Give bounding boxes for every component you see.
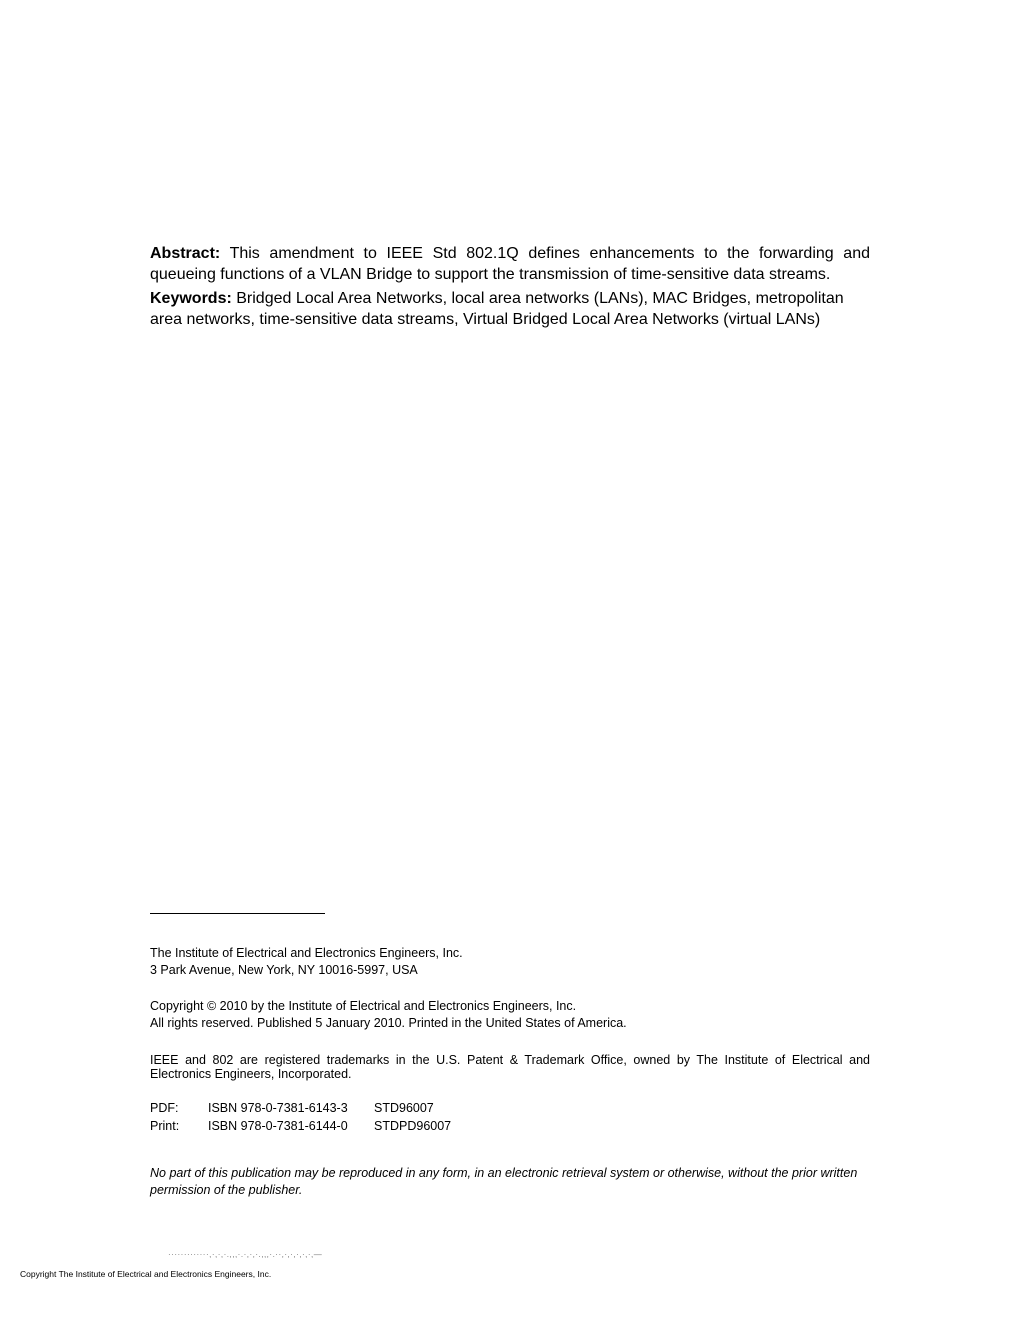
publisher-name: The Institute of Electrical and Electronics Engineers, Inc. <box>150 946 463 960</box>
isbn-format: Print: <box>150 1119 180 1133</box>
publisher-block <box>150 945 870 979</box>
rights-line: All rights reserved. Published 5 January 2010. Printed in the United States of America. <box>150 1016 627 1030</box>
isbn-row-print <box>150 1118 870 1136</box>
publisher-address: 3 Park Avenue, New York, NY 10016-5997, USA <box>150 963 418 977</box>
footnote-divider <box>150 913 325 914</box>
isbn-format: PDF: <box>150 1101 179 1115</box>
abstract-text: This amendment to IEEE Std 802.1Q defines enhancements to the forwarding and queueing functions of a VLAN Bridge to support the transmission of time-sensitive data streams. <box>150 245 870 283</box>
keywords-text: Bridged Local Area Networks, local area networks (LANs), MAC Bridges, metropolitan area networks, time-sensitive data streams, Virtual Bridged Local Area Networks (virtual LANs) <box>150 290 844 328</box>
abstract-paragraph <box>150 243 870 285</box>
isbn-code: STDPD96007 <box>374 1119 452 1133</box>
copyright-block <box>150 998 870 1032</box>
abstract-label: Abstract: <box>150 245 221 262</box>
page-footer: Copyright The Institute of Electrical and Electronics Engineers, Inc. <box>20 1269 272 1279</box>
abstract-section <box>150 243 870 333</box>
copyright-line: Copyright © 2010 by the Institute of Electrical and Electronics Engineers, Inc. <box>150 999 577 1013</box>
isbn-block <box>150 1100 870 1136</box>
isbn-number: ISBN 978-0-7381-6144-0 <box>208 1119 348 1133</box>
keywords-label: Keywords: <box>150 290 232 307</box>
isbn-number: ISBN 978-0-7381-6143-3 <box>208 1101 348 1115</box>
reproduction-notice: No part of this publication may be reproduced in any form, in an electronic retrieval system or otherwise, without the prior written permission of the publisher. <box>150 1166 858 1197</box>
keywords-paragraph <box>150 288 870 330</box>
scan-artifact-dots: ·············,·,·,·.,,,·.·,·,·.,,,·.··,·,·,·,·,·,— <box>168 1250 323 1259</box>
isbn-code: STD96007 <box>374 1101 434 1115</box>
trademark-notice: IEEE and 802 are registered trademarks in the U.S. Patent & Trademark Office, owned by The Institute of Electrical and Electronics Engineers, Incorporated. <box>150 1053 870 1081</box>
isbn-row-pdf <box>150 1100 870 1118</box>
